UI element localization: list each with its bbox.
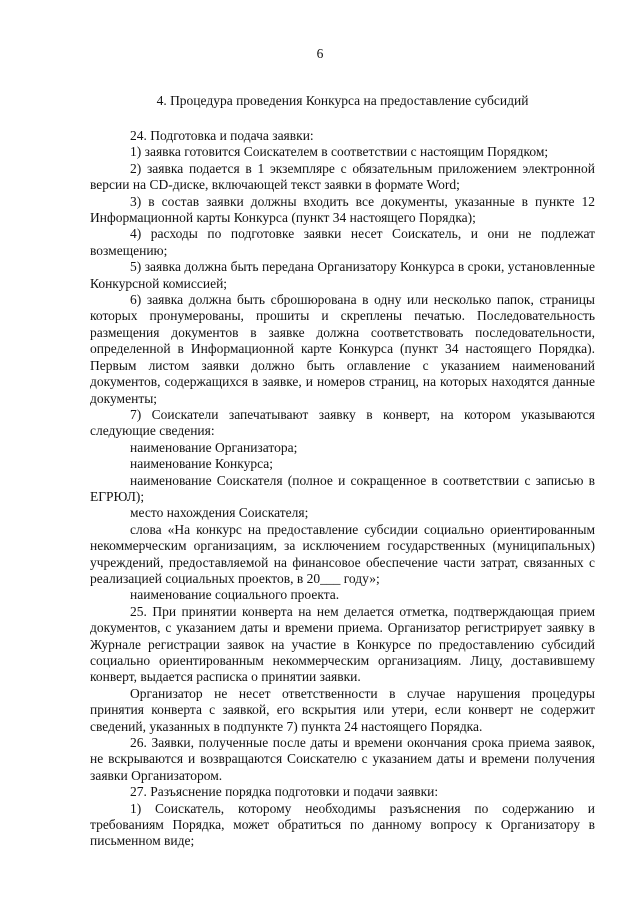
- paragraph: 6) заявка должна быть сброшюрована в одну или несколько папок, страницы которых пронумерованы, прошиты и скреплены печатью. Последовательность размещения документов в заявке должна соответствовать последовательности, определенной в Информационной карте Конкурса (пункт 34 настоящего Порядка). Первым листом заявки должно быть оглавление с указанием наименований документов, содержащихся в заявке, и номеров страниц, на которых находятся данные документы;: [90, 292, 595, 406]
- paragraph: наименование Конкурса;: [130, 456, 274, 472]
- paragraph: 24. Подготовка и подача заявки:: [130, 128, 314, 143]
- paragraph: наименование Организатора;: [130, 439, 298, 455]
- paragraph: 3) в состав заявки должны входить все документы, указанные в пункте 12 Информационной карты Конкурса (пункт 34 настоящего Порядка);: [90, 193, 595, 226]
- paragraph: 27. Разъяснение порядка подготовки и подачи заявки:: [130, 784, 439, 800]
- paragraph: место нахождения Соискателя;: [130, 505, 309, 521]
- paragraph: 7) Соискатели запечатывают заявку в конверт, на котором указываются следующие сведения:: [90, 406, 595, 439]
- paragraph: 1) заявка готовится Соискателем в соответствии с настоящим Порядком;: [130, 144, 549, 160]
- paragraph: Организатор не несет ответственности в случае нарушения процедуры принятия конверта с заявкой, его вскрытия или утери, если конверт не содержит сведений, указанных в подпункте 7) пункта 24 настоящего Порядка.: [90, 685, 595, 734]
- section-title: 4. Процедура проведения Конкурса на предоставление субсидий: [156, 93, 529, 108]
- paragraph: 25. При принятии конверта на нем делается отметка, подтверждающая прием документов, с указанием даты и времени приема. Организатор регистрирует заявку в Журнале регистрации заявок на участие в Конкурсе по предоставлению субсидий социально ориентированным некоммерческим организациям. Лицу, доставившему конверт, выдается расписка о принятии заявки.: [90, 603, 595, 685]
- paragraph: слова «На конкурс на предоставление субсидии социально ориентированным некоммерческим организациям, за исключением государственных (муниципальных) учреждений, предоставляемой на финансовое обеспечение части затрат, связанных с реализацией социальных проектов, в 20___ году»;: [90, 521, 595, 586]
- paragraph: 1) Соискатель, которому необходимы разъяснения по содержанию и требованиям Порядка, может обратиться по данному вопросу к Организатору в письменном виде;: [90, 800, 595, 849]
- paragraph: 2) заявка подается в 1 экземпляре с обязательным приложением электронной версии на CD-диске, включающей текст заявки в формате Word;: [90, 160, 595, 193]
- paragraph: наименование социального проекта.: [130, 587, 340, 603]
- paragraph: 5) заявка должна быть передана Организатору Конкурса в сроки, установленные Конкурсной комиссией;: [90, 259, 595, 291]
- page-number: 6: [316, 46, 324, 61]
- document-body: [90, 128, 595, 850]
- paragraph: 26. Заявки, полученные после даты и времени окончания срока приема заявок, не вскрываются и возвращаются Соискателю с указанием даты и времени получения заявки Организатором.: [90, 735, 595, 783]
- paragraph: 4) расходы по подготовке заявки несет Соискатель, и они не подлежат возмещению;: [90, 226, 595, 258]
- paragraph: наименование Соискателя (полное и сокращенное в соответствии с записью в ЕГРЮЛ);: [90, 472, 595, 504]
